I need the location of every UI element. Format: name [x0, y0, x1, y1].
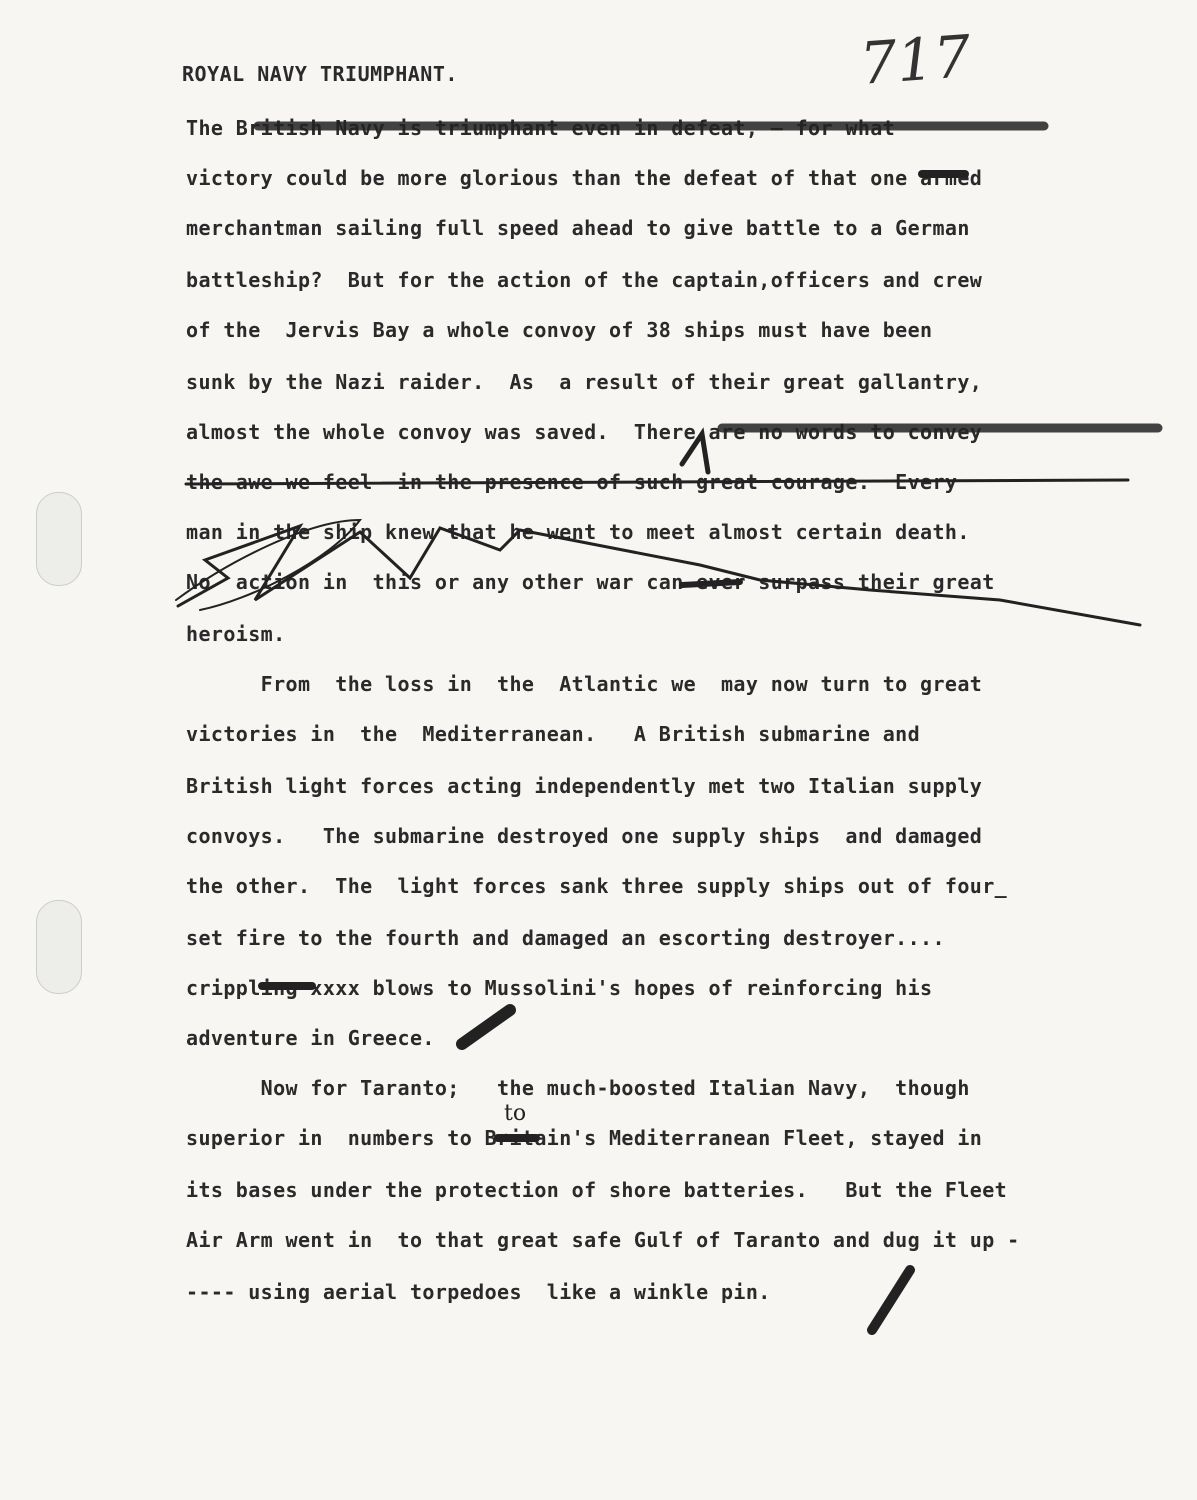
text-line-4: battleship? But for the action of the captain,officers and crew	[186, 268, 983, 292]
text-line-24: ---- using aerial torpedoes like a winkle pin.	[186, 1280, 771, 1304]
text-line-21: superior in numbers to Britain's Mediterranean Fleet, stayed in	[186, 1126, 983, 1150]
text-line-15: convoys. The submarine destroyed one supply ships and damaged	[186, 824, 983, 848]
text-line-23: Air Arm went in to that great safe Gulf of Taranto and dug it up -	[186, 1228, 1020, 1252]
text-line-22: its bases under the protection of shore batteries. But the Fleet	[186, 1178, 1008, 1202]
text-line-10: No action in this or any other war can ever surpass their great	[186, 570, 995, 594]
text-line-9: man in the ship knew that he went to meet almost certain death.	[186, 520, 970, 544]
text-line-18: crippling xxxx blows to Mussolini's hopes of reinforcing his	[186, 976, 933, 1000]
text-line-12: From the loss in the Atlantic we may now turn to great	[186, 672, 983, 696]
text-line-16: the other. The light forces sank three supply ships out of four_	[186, 874, 1008, 898]
text-line-13: victories in the Mediterranean. A British submarine and	[186, 722, 921, 746]
text-line-7: almost the whole convoy was saved. There are no words to convey	[186, 420, 983, 444]
text-line-8: the awe we feel in the presence of such great courage. Every	[186, 470, 958, 494]
insert-to-annotation: to	[504, 1101, 527, 1126]
page-number: 717	[857, 22, 973, 98]
text-line-1: The British Navy is triumphant even in defeat, — for what	[186, 116, 896, 140]
text-line-6: sunk by the Nazi raider. As a result of their great gallantry,	[186, 370, 983, 394]
text-line-3: merchantman sailing full speed ahead to give battle to a German	[186, 216, 970, 240]
document-title: ROYAL NAVY TRIUMPHANT.	[182, 62, 458, 86]
text-line-14: British light forces acting independently met two Italian supply	[186, 774, 983, 798]
punch-hole-top	[36, 492, 82, 586]
text-line-2: victory could be more glorious than the defeat of that one armed	[186, 166, 983, 190]
text-line-20: Now for Taranto; the much-boosted Italian Navy, though	[186, 1076, 970, 1100]
text-line-5: of the Jervis Bay a whole convoy of 38 ships must have been	[186, 318, 933, 342]
text-line-19: adventure in Greece.	[186, 1026, 435, 1050]
text-line-17: set fire to the fourth and damaged an escorting destroyer....	[186, 926, 945, 950]
text-line-11: heroism.	[186, 622, 286, 646]
punch-hole-bottom	[36, 900, 82, 994]
